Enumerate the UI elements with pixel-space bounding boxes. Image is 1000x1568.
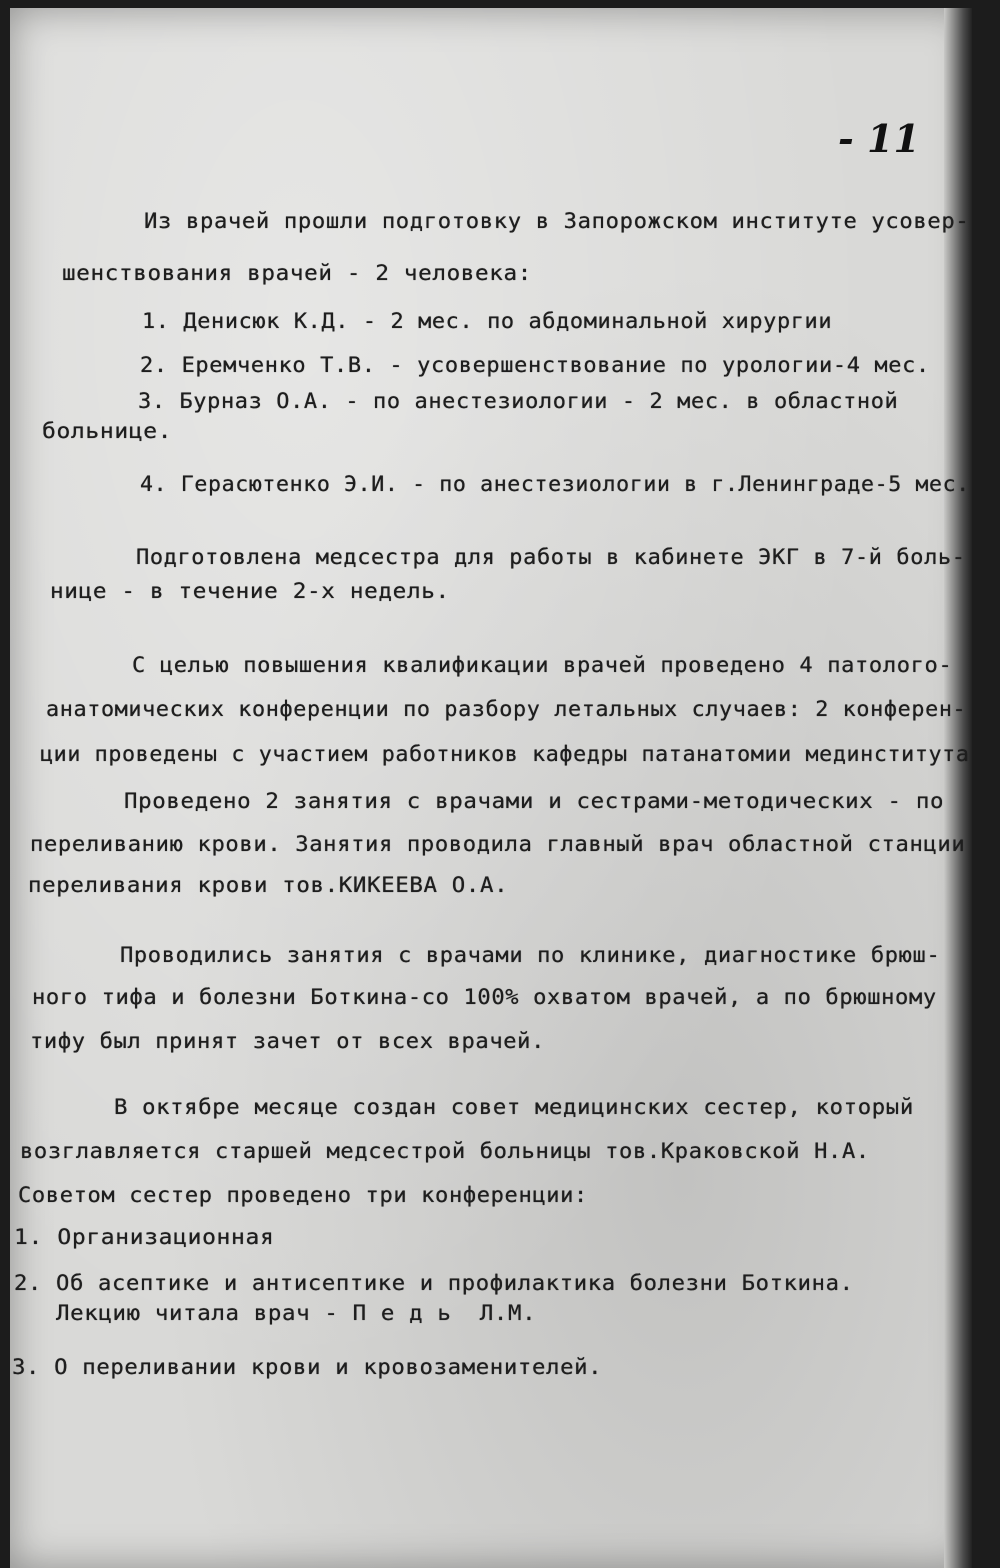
text-line: 3. О переливании крови и кровозаменителей. <box>12 1355 603 1379</box>
text-line: 4. Герасютенко Э.И. - по анестезиологии в г.Ленинграде-5 мес. <box>140 472 970 496</box>
text-line: анатомических конференции по разбору летальных случаев: 2 конферен- <box>46 697 967 721</box>
text-line: Советом сестер проведено три конференции: <box>18 1183 588 1207</box>
text-line: больнице. <box>42 419 173 443</box>
text-line: С целью повышения квалификации врачей проведено 4 патолого- <box>132 653 953 677</box>
text-line: 1. Организационная <box>14 1225 275 1249</box>
text-line: ции проведены с участием работников кафедры патанатомии мединститута <box>40 742 970 766</box>
text-line: переливания крови тов.КИКЕЕВА О.А. <box>28 873 509 897</box>
text-line: 1. Денисюк К.Д. - 2 мес. по абдоминальной хирургии <box>142 309 833 333</box>
text-line: Лекцию читала врач - П е д ь Л.М. <box>56 1301 537 1325</box>
document-page <box>10 8 972 1568</box>
text-line: Из врачей прошли подготовку в Запорожском институте усовер- <box>144 209 970 233</box>
text-line: Проведено 2 занятия с врачами и сестрами-методических - по <box>124 789 945 813</box>
text-line: 2. Об асептике и антисептике и профилактика болезни Боткина. <box>14 1271 854 1295</box>
text-line: Подготовлена медсестра для работы в кабинете ЭКГ в 7-й боль- <box>136 545 966 569</box>
text-line: В октябре месяце создан совет медицинских сестер, который <box>114 1095 914 1119</box>
text-line: шенствования врачей - 2 человека: <box>62 261 533 285</box>
text-line: Проводились занятия с врачами по клинике, диагностике брюш- <box>120 943 941 967</box>
text-line: возглавляется старшей медсестрой больницы тов.Краковской Н.А. <box>20 1139 870 1163</box>
text-line: тифу был принят зачет от всех врачей. <box>30 1029 545 1053</box>
page-number: - 11 <box>838 116 920 161</box>
text-line: ного тифа и болезни Боткина-со 100% охватом врачей, а по брюшному <box>32 985 937 1009</box>
page-edge-shadow <box>944 8 972 1568</box>
text-line: нице - в течение 2-х недель. <box>50 579 450 603</box>
text-line: переливанию крови. Занятия проводила главный врач областной станции <box>30 832 966 856</box>
text-line: 3. Бурназ О.А. - по анестезиологии - 2 мес. в областной <box>138 389 899 413</box>
text-line: 2. Еремченко Т.В. - усовершенствование по урологии-4 мес. <box>140 353 930 377</box>
